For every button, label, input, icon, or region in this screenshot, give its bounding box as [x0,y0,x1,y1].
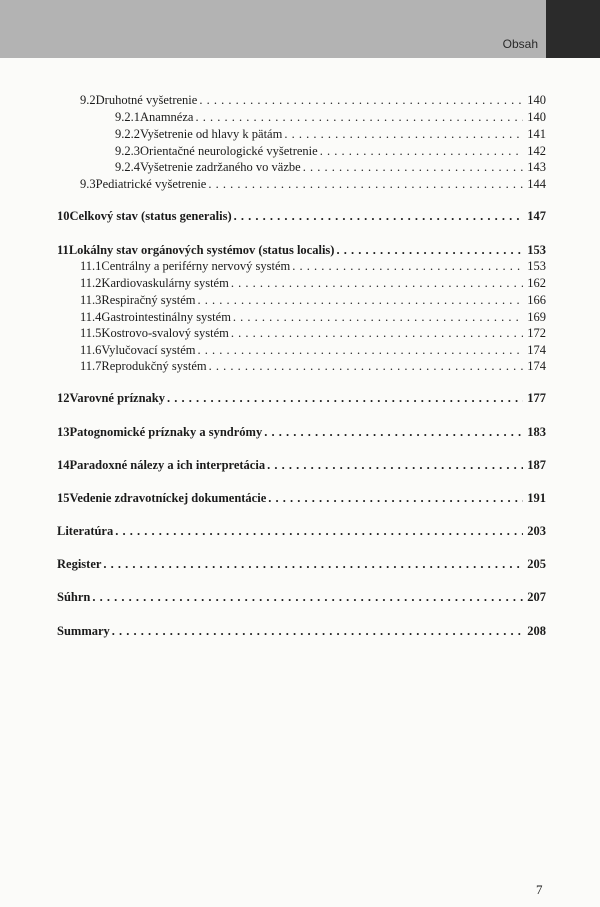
toc-page-number: 174 [527,359,546,373]
toc-page-number: 140 [527,93,546,107]
dot-leader [320,144,524,159]
dot-leader [234,209,524,224]
dot-leader [292,259,523,274]
toc-number: 11.2 [80,276,102,290]
dot-leader [208,177,523,192]
toc-page-number: 166 [527,293,546,307]
page-number: 7 [536,882,543,897]
toc-title: Reprodukčný systém [101,359,207,373]
dot-leader [264,425,523,440]
toc-page-number: 140 [527,110,546,124]
toc-page-number: 162 [527,276,546,290]
toc-number: 12 [57,391,70,405]
dot-leader [233,310,523,325]
dot-leader [284,127,523,142]
toc-row[interactable] [57,209,546,224]
toc-title: Patognomické príznaky a syndrómy [69,425,263,439]
toc-title: Vylučovací systém [101,343,196,357]
toc-title: Kostrovo-svalový systém [101,326,229,340]
toc-row[interactable] [115,110,546,125]
toc-row[interactable] [57,590,546,605]
dot-leader [231,276,523,291]
toc-page-number: 153 [527,243,546,257]
dot-leader [268,491,523,506]
toc-number: 11.1 [80,259,102,273]
toc-number: 10 [57,209,70,223]
dot-leader [112,624,523,639]
toc-number: 9.2.1 [115,110,140,124]
toc-title: Literatúra [57,524,114,538]
dot-leader [209,359,524,374]
toc-number: 11.4 [80,310,102,324]
toc-row[interactable] [57,425,546,440]
toc-number: 14 [57,458,70,472]
header-label: Obsah [502,37,538,51]
toc-title: Gastrointestinálny systém [101,310,231,324]
toc-page-number: 147 [527,209,546,223]
toc-title: Paradoxné nálezy a ich interpretácia [69,458,266,472]
dot-leader [198,293,524,308]
toc-row[interactable] [80,276,546,291]
toc-row[interactable] [57,491,546,506]
toc-row[interactable] [80,359,546,374]
dot-leader [103,557,523,572]
toc-row[interactable] [57,557,546,572]
dot-leader [267,458,523,473]
toc-page-number: 174 [527,343,546,357]
toc-page-number: 144 [527,177,546,191]
toc-row[interactable] [57,243,546,258]
toc-number: 11.5 [80,326,102,340]
toc-row[interactable] [80,259,546,274]
toc-title: Druhotné vyšetrenie [95,93,198,107]
dot-leader [231,326,523,341]
toc-title: Register [57,557,102,571]
toc-row[interactable] [115,160,546,175]
toc-page-number: 183 [527,425,546,439]
toc-number: 11.6 [80,343,102,357]
toc-number: 9.3 [80,177,96,191]
toc-page-number: 208 [527,624,546,638]
dot-leader [336,243,523,258]
toc-page-number: 207 [527,590,546,604]
dot-leader [199,93,523,108]
toc-row[interactable] [57,624,546,639]
toc-title: Lokálny stav orgánových systémov (status localis) [68,243,335,257]
toc-number: 9.2.3 [115,144,140,158]
toc-page-number: 143 [527,160,546,174]
toc-page-number: 169 [527,310,546,324]
toc-page-number: 187 [527,458,546,472]
toc-row[interactable] [80,326,546,341]
toc-number: 13 [57,425,70,439]
toc-row[interactable] [57,391,546,406]
toc-number: 11 [57,243,69,257]
toc-page-number: 172 [527,326,546,340]
toc-row[interactable] [57,458,546,473]
toc-number: 11.7 [80,359,102,373]
toc-page-number: 191 [527,491,546,505]
toc-row[interactable] [115,127,546,142]
toc-title: Summary [57,624,110,638]
toc-number: 9.2 [80,93,96,107]
dot-leader [92,590,523,605]
toc-number: 11.3 [80,293,102,307]
toc-row[interactable] [80,310,546,325]
toc-page-number: 142 [527,144,546,158]
toc-title: Celkový stav (status generalis) [69,209,232,223]
toc-row[interactable] [80,177,546,192]
toc-number: 15 [57,491,70,505]
toc-title: Vyšetrenie zadržaného vo väzbe [140,160,301,174]
toc-page-number: 141 [527,127,546,141]
dot-leader [303,160,524,175]
dot-leader [167,391,523,406]
toc-number: 9.2.4 [115,160,140,174]
dot-leader [195,110,523,125]
toc-title: Vyšetrenie od hlavy k pätám [140,127,283,141]
toc-title: Súhrn [57,590,91,604]
toc-title: Varovné príznaky [69,391,166,405]
toc-title: Centrálny a periférny nervový systém [101,259,291,273]
toc-title: Vedenie zdravotníckej dokumentácie [69,491,267,505]
dot-leader [115,524,523,539]
toc-title: Anamnéza [140,110,194,124]
toc-number: 9.2.2 [115,127,140,141]
dot-leader [198,343,524,358]
toc-title: Respiračný systém [101,293,196,307]
toc-row[interactable] [57,524,546,539]
toc-page-number: 203 [527,524,546,538]
toc-row[interactable] [80,293,546,308]
toc-title: Pediatrické vyšetrenie [95,177,207,191]
toc-title: Kardiovaskulárny systém [101,276,229,290]
toc-row[interactable] [80,93,546,108]
toc-page-number: 177 [527,391,546,405]
toc-page-number: 153 [527,259,546,273]
toc-title: Orientačné neurologické vyšetrenie [140,144,318,158]
toc-row[interactable] [115,144,546,159]
toc-page-number: 205 [527,557,546,571]
toc-row[interactable] [80,343,546,358]
